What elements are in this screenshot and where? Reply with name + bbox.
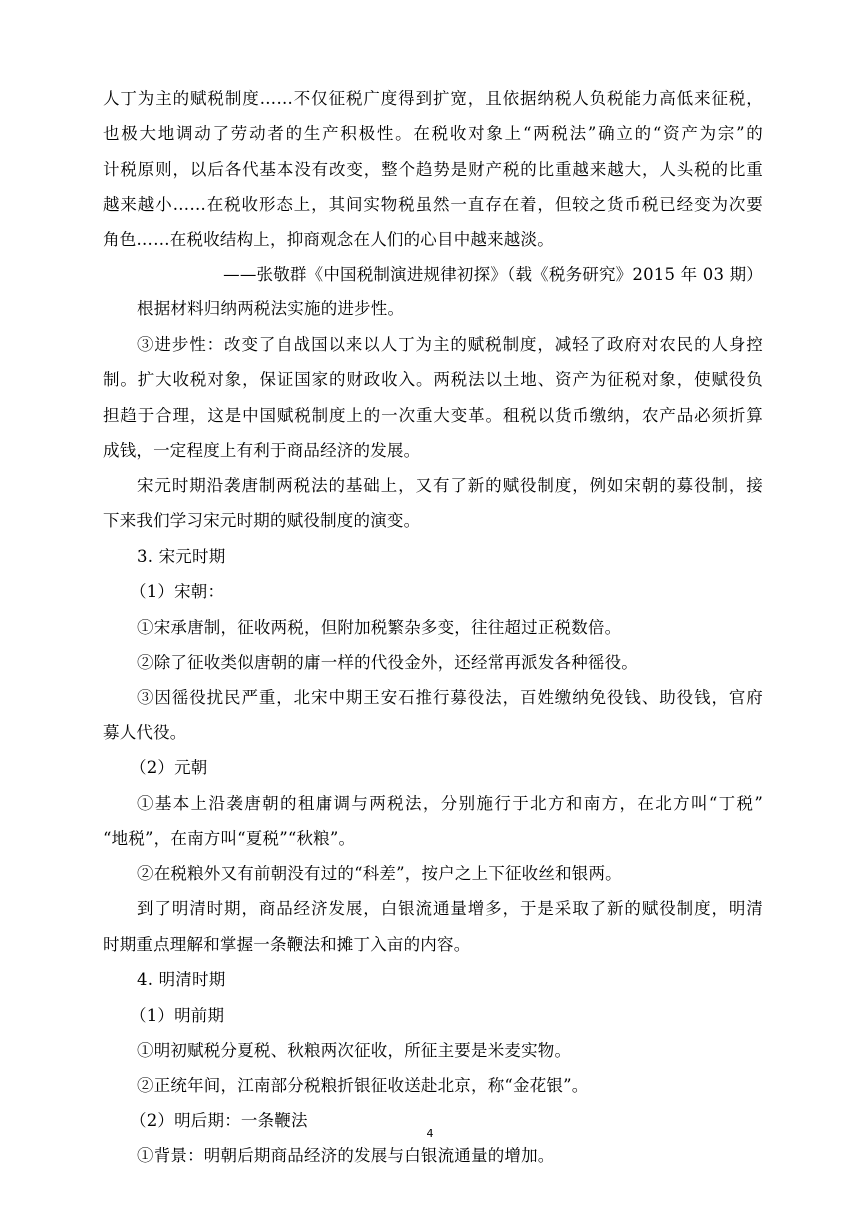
text-line: “地税”，在南方叫“夏税”“秋粮”。 [103, 829, 356, 848]
text-line: 担趋于合理，这是中国赋税制度上的一次重大变革。租税以货币缴纳，农产品必须折算 [103, 406, 763, 425]
text-line: ②正统年间，江南部分税粮折银征收送赴北京，称“金花银”。 [137, 1076, 589, 1095]
page-number: 4 [426, 1127, 434, 1140]
text-line: 宋元时期沿袭唐制两税法的基础上，又有了新的赋役制度，例如宋朝的募役制，接 [137, 476, 763, 495]
text-line: 时期重点理解和掌握一条鞭法和摊丁入亩的内容。 [103, 935, 471, 954]
text-line: 募人代役。 [103, 723, 187, 742]
text-line: 越来越小……在税收形态上，其间实物税虽然一直存在着，但较之货币税已经变为次要 [103, 195, 763, 214]
text-line: 成钱，一定程度上有利于商品经济的发展。 [103, 441, 421, 460]
text-line: 制。扩大收税对象，保证国家的财政收入。两税法以土地、资产为征税对象，使赋役负 [103, 370, 763, 389]
section-heading: 3. 宋元时期 [137, 547, 226, 566]
text-line: ③进步性：改变了自战国以来以人丁为主的赋税制度，减轻了政府对农民的人身控 [137, 335, 763, 354]
question-line: 根据材料归纳两税法实施的进步性。 [137, 299, 405, 318]
subsection-heading: （1）明前期 [130, 1006, 225, 1025]
text-line: ①宋承唐制，征收两税，但附加税繁杂多变，往往超过正税数倍。 [137, 618, 622, 637]
subsection-heading: （2）元朝 [130, 758, 208, 777]
source-citation: ——张敬群《中国税制演进规律初探》（载《税务研究》2015 年 03 期） [223, 265, 763, 284]
text-line: 下来我们学习宋元时期的赋役制度的演变。 [103, 511, 421, 530]
text-line: 计税原则，以后各代基本没有改变，整个趋势是财产税的比重越来越大，人头税的比重 [103, 160, 763, 179]
text-line: ①基本上沿袭唐朝的租庸调与两税法，分别施行于北方和南方，在北方叫“丁税” [137, 794, 763, 813]
subsection-heading: （2）明后期：一条鞭法 [130, 1111, 308, 1130]
text-line: ②在税粮外又有前朝没有过的“科差”，按户之上下征收丝和银两。 [137, 864, 622, 883]
text-line: 人丁为主的赋税制度……不仅征税广度得到扩宽，且依据纳税人负税能力高低来征税， [103, 89, 763, 108]
text-line: 到了明清时期，商品经济发展，白银流通量增多，于是采取了新的赋役制度，明清 [137, 899, 763, 918]
text-line: ①明初赋税分夏税、秋粮两次征收，所征主要是米麦实物。 [137, 1041, 572, 1060]
text-line: ②除了征收类似唐朝的庸一样的代役金外，还经常再派发各种徭役。 [137, 653, 638, 672]
text-line: ①背景：明朝后期商品经济的发展与白银流通量的增加。 [137, 1146, 555, 1165]
text-line: 角色……在税收结构上，抑商观念在人们的心目中越来越淡。 [103, 230, 554, 249]
text-line: 也极大地调动了劳动者的生产积极性。在税收对象上“两税法”确立的“资产为宗”的 [103, 124, 763, 143]
section-heading: 4. 明清时期 [137, 970, 226, 989]
subsection-heading: （1）宋朝： [130, 582, 225, 601]
text-line: ③因徭役扰民严重，北宋中期王安石推行募役法，百姓缴纳免役钱、助役钱，官府 [137, 688, 763, 707]
